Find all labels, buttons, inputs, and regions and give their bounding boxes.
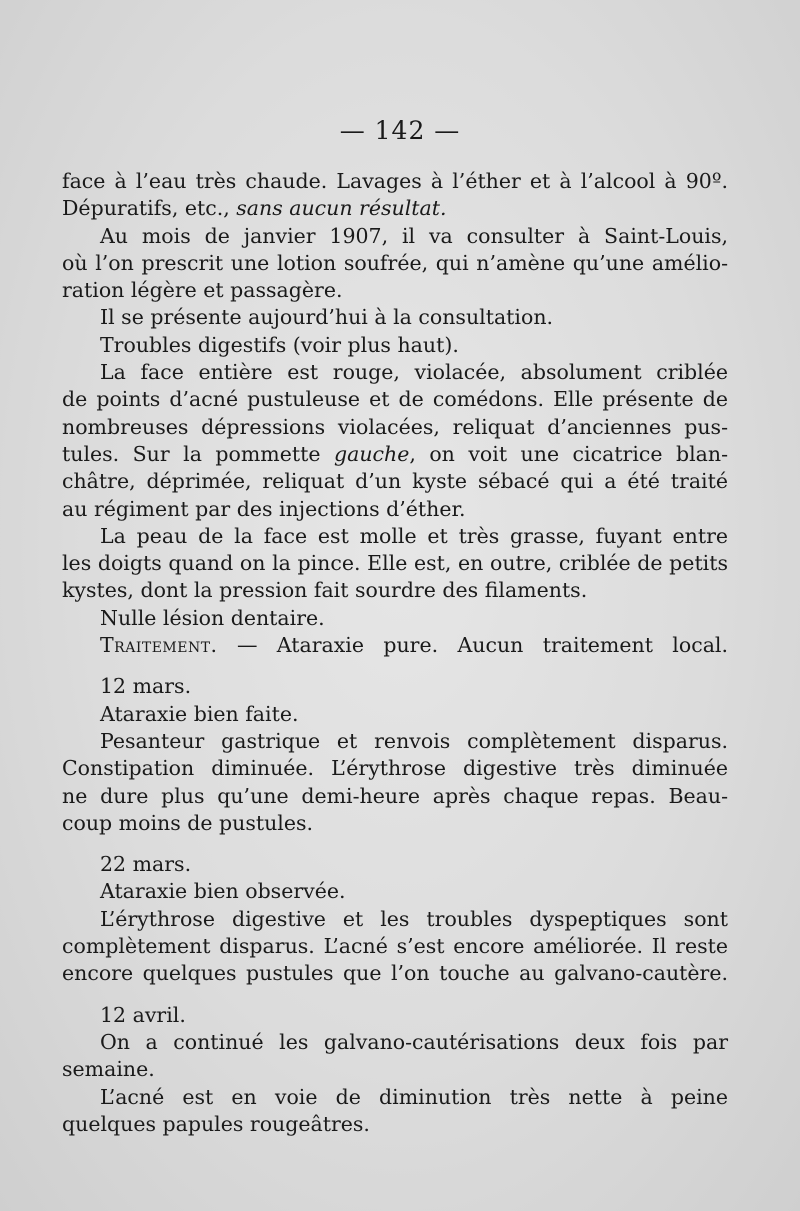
line-text: La peau de la face est molle et très grasse, fuyant entre — [100, 523, 728, 548]
text-line — [62, 304, 728, 331]
text-line — [62, 933, 728, 960]
text-line — [62, 414, 728, 441]
line-text: Au mois de janvier 1907, il va consulter à Saint-Louis, — [100, 223, 728, 248]
page-number: — 142 — — [339, 116, 461, 145]
line-text: où l’on prescrit une lotion soufrée, qui n’amène qu’une amélio- — [62, 250, 728, 275]
line-text: 22 mars. — [100, 852, 192, 877]
text-line — [62, 1084, 728, 1111]
text-line — [62, 332, 728, 359]
paragraph-gap — [62, 837, 728, 851]
paragraph-gap — [62, 659, 728, 673]
text-line — [62, 441, 728, 468]
text-line — [62, 1111, 728, 1138]
text-line — [62, 1029, 728, 1056]
text-line — [62, 523, 728, 550]
text-line — [62, 1002, 728, 1029]
line-text: Nulle lésion dentaire. — [100, 605, 325, 630]
text-line — [62, 755, 728, 782]
text-line — [62, 277, 728, 304]
text-line — [62, 701, 728, 728]
text-line — [62, 195, 728, 222]
text-line — [62, 728, 728, 755]
line-text: La face entière est rouge, violacée, absolument criblée — [100, 360, 728, 385]
line-text: Dépuratifs, etc., — [62, 196, 237, 221]
emphasis-text: gauche — [333, 441, 410, 466]
line-text: Ataraxie bien observée. — [100, 879, 346, 904]
line-text: Pesanteur gastrique et renvois complètement disparus. — [100, 728, 728, 753]
text-line — [62, 359, 728, 386]
text-line — [62, 605, 728, 632]
line-text: les doigts quand on la pince. Elle est, en outre, criblée de petits — [62, 551, 728, 576]
emphasis-text: sans aucun résultat. — [236, 196, 447, 221]
line-text: face à l’eau très chaude. Lavages à l’éther et à l’alcool à 90º. — [62, 169, 728, 193]
line-text: châtre, déprimée, reliquat d’un kyste sébacé qui a été traité — [62, 469, 728, 494]
text-line — [62, 810, 728, 837]
text-line — [62, 468, 728, 495]
text-line — [62, 1056, 728, 1083]
line-text: L’érythrose digestive et les troubles dyspeptiques sont — [100, 906, 728, 931]
line-text: nombreuses dépressions violacées, reliquat d’anciennes pus- — [62, 414, 728, 439]
text-line — [62, 223, 728, 250]
line-text: 12 avril. — [100, 1002, 186, 1027]
line-text: ration légère et passagère. — [62, 278, 343, 303]
line-text: semaine. — [62, 1057, 155, 1082]
line-text: complètement disparus. L’acné s’est encore améliorée. Il reste — [62, 934, 728, 959]
section-label: Traitement. — [100, 633, 218, 658]
line-text: encore quelques pustules que l’on touche au galvano-cautère. — [62, 961, 728, 986]
line-text: ne dure plus qu’une demi-heure après chaque repas. Beau- — [62, 783, 728, 808]
line-text: quelques papules rougeâtres. — [62, 1111, 370, 1136]
text-line — [62, 960, 728, 987]
line-text: tules. Sur la pommette — [62, 441, 334, 466]
line-text: au régiment par des injections d’éther. — [62, 496, 466, 521]
text-line — [62, 878, 728, 905]
text-line — [62, 550, 728, 577]
text-line — [62, 250, 728, 277]
text-line — [62, 783, 728, 810]
text-line — [62, 168, 728, 195]
line-text: L’acné est en voie de diminution très nette à peine — [100, 1084, 728, 1109]
text-line — [62, 632, 728, 659]
paragraph-gap — [62, 988, 728, 1002]
text-line — [62, 906, 728, 933]
line-text: Constipation diminuée. L’érythrose digestive très diminuée — [62, 756, 728, 781]
line-text: 12 mars. — [100, 674, 192, 699]
text-line — [62, 577, 728, 604]
text-line — [62, 673, 728, 700]
line-text: kystes, dont la pression fait sourdre des filaments. — [62, 578, 588, 603]
line-text: Troubles digestifs (voir plus haut). — [100, 332, 459, 357]
line-text-tail: , on voit une cicatrice blan- — [409, 441, 728, 466]
line-text: de points d’acné pustuleuse et de comédons. Elle présente de — [62, 387, 728, 412]
line-text: — Ataraxie pure. Aucun traitement local. — [217, 633, 728, 658]
line-text: Il se présente aujourd’hui à la consultation. — [100, 305, 554, 330]
line-text: Ataraxie bien faite. — [100, 701, 299, 726]
text-line — [62, 496, 728, 523]
text-line — [62, 386, 728, 413]
text-line — [62, 851, 728, 878]
line-text: On a continué les galvano-cautérisations deux fois par — [100, 1029, 728, 1054]
line-text: coup moins de pustules. — [62, 810, 314, 835]
body-text — [62, 168, 728, 1138]
